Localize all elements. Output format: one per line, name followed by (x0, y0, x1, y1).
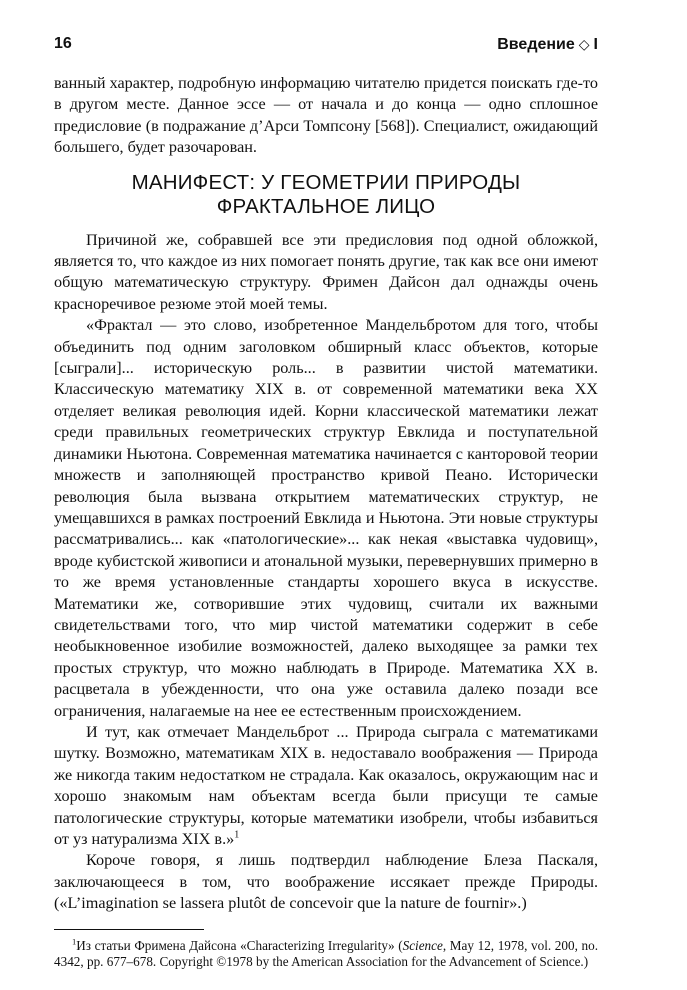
footnote-divider (54, 929, 204, 930)
footnote-text-after: , May 12, 1978, vol. 200, no. 4342, pp. 677–678. Copyright ©1978 by the American Association for the Advancement of Science.) (54, 937, 598, 969)
footnote-reference[interactable]: 1 (234, 829, 240, 841)
intro-paragraph: ванный характер, подробную информацию читателю придется поискать где-то в другом месте. Данное эссе — от начала и до конца — одно сплошное предисловие (в подражание д’Арси Томпсону [568]). Специалист, ожидающий большего, будет разочарован. (54, 74, 598, 157)
section-title-line-2: ФРАКТАЛЬНОЕ ЛИЦО (216, 194, 436, 218)
paragraph-4: Короче говоря, я лишь подтвердил наблюдение Блеза Паскаля, заключающееся в том, что воображение иссякает прежде Природы. («L’imagination se lassera plutôt de concevoir que la nature de fournir».) (54, 851, 598, 913)
footnote (54, 938, 598, 970)
running-head (497, 34, 598, 55)
paragraph-3-text: И тут, как отмечает Мандельброт ... Природа сыграла с математиками шутку. Возможно, математикам XIX в. недоставало воображения — Природа же никогда таким недостатком не страдала. Как оказалось, окружающим нас и хорошо знакомым нам объектам всегда были присущи те самые патологические структуры, которые математики изобрели, чтобы избавиться от уз натурализма XIX в.» (54, 722, 598, 848)
paragraph-3 (54, 722, 598, 850)
paragraph-2: «Фрактал — это слово, изобретенное Мандельбротом для того, чтобы объединить под одним заголовком обширный класс объектов, которые [сыграли]... историческую роль... в развитии чистой математики. Классическую математику XIX в. от современной математики века XX отделяет великая революция идей. Корни классической математики лежат среди правильных геометрических структур Евклида и поступательной динамики Ньютона. Современная математика начинается с канторовой теории множеств и заполняющей пространство кривой Пеано. Исторически революция была вызвана открытием математических структур, не умещавшихся в рамках построений Евклида и Ньютона. Эти новые структуры рассматривались... как «патологические»... как некая «выставка чудовищ», вроде кубистской живописи и атональной музыки, перевернувших примерно в то же время установленные стандарты хорошего вкуса в искусстве. Математики же, сотворившие этих чудовищ, считали их важными свидетельствами того, что мир чистой математики содержит в себе необыкновенное изобилие возможностей, далеко выходящее за рамки тех простых структур, что можно наблюдать в Природе. Математика XX в. расцветала в убежденности, что она уже оставила далеко позади все ограничения, налагаемые на нее ее естественным происхождением. (54, 316, 599, 720)
paragraph-1: Причиной же, собравшей все эти предисловия под одной обложкой, является то, что каждое из них помогает понять другие, так как все они имеют общую математическую структуру. Фримен Дайсон дал однажды очень красноречивое резюме этой моей темы. (54, 230, 598, 313)
section-title (54, 171, 598, 219)
page-number: 16 (54, 35, 72, 52)
footnote-text-before: Из статьи Фримена Дайсона «Characterizing Irregularity» ( (76, 937, 403, 953)
page-body (54, 73, 598, 970)
footnote-journal: Science (402, 937, 443, 953)
footnote-mark: 1 (72, 936, 77, 947)
diamond-icon: ◇ (578, 36, 590, 52)
section-title-line-1: МАНИФЕСТ: У ГЕОМЕТРИИ ПРИРОДЫ (131, 170, 521, 194)
running-title: Введение (497, 36, 575, 53)
chapter-number: I (593, 36, 598, 53)
